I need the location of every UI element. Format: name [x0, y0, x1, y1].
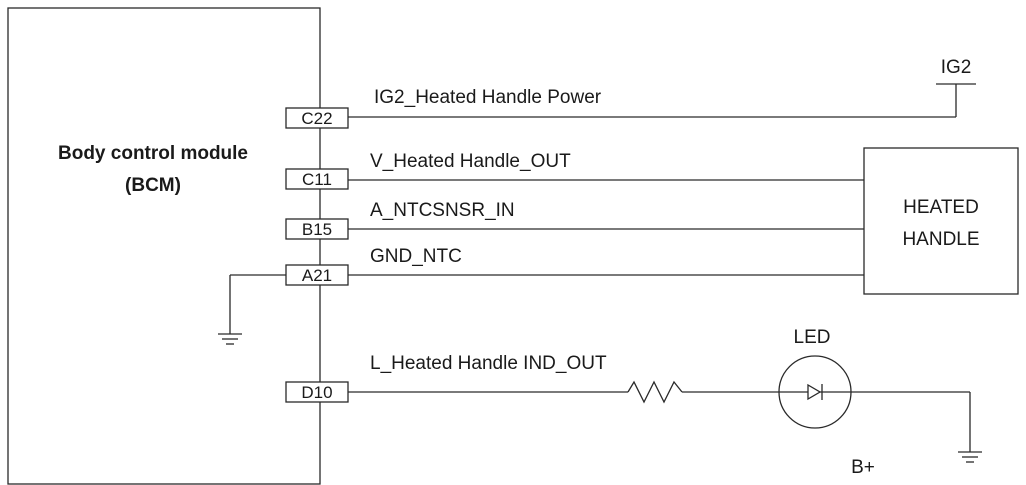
heated-handle-line1: HEATED: [903, 197, 979, 218]
signal-c11: V_Heated Handle_OUT: [370, 151, 571, 172]
heated-handle-box: [864, 148, 1018, 294]
ground-icon: [958, 452, 982, 462]
signal-c22: IG2_Heated Handle Power: [374, 87, 602, 108]
bcm-abbr: (BCM): [125, 175, 181, 196]
ig2-label: IG2: [940, 57, 972, 78]
pin-c22-label: C22: [301, 109, 333, 128]
pin-b15-label: B15: [301, 220, 333, 239]
pin-c11-label: C11: [302, 170, 332, 189]
signal-a21: GND_NTC: [370, 246, 462, 267]
pin-d10-label: D10: [301, 383, 333, 402]
bcm-title: Body control module: [58, 143, 248, 164]
resistor-icon: [628, 382, 682, 402]
bcm-module-box: [8, 8, 320, 484]
signal-d10: L_Heated Handle IND_OUT: [370, 353, 607, 374]
heated-handle-line2: HANDLE: [902, 229, 980, 250]
pin-a21-label: A21: [301, 266, 333, 285]
signal-b15: A_NTCSNSR_IN: [370, 200, 515, 221]
bplus-label: B+: [851, 457, 875, 478]
led-icon: [779, 356, 851, 428]
led-label: LED: [793, 327, 831, 348]
